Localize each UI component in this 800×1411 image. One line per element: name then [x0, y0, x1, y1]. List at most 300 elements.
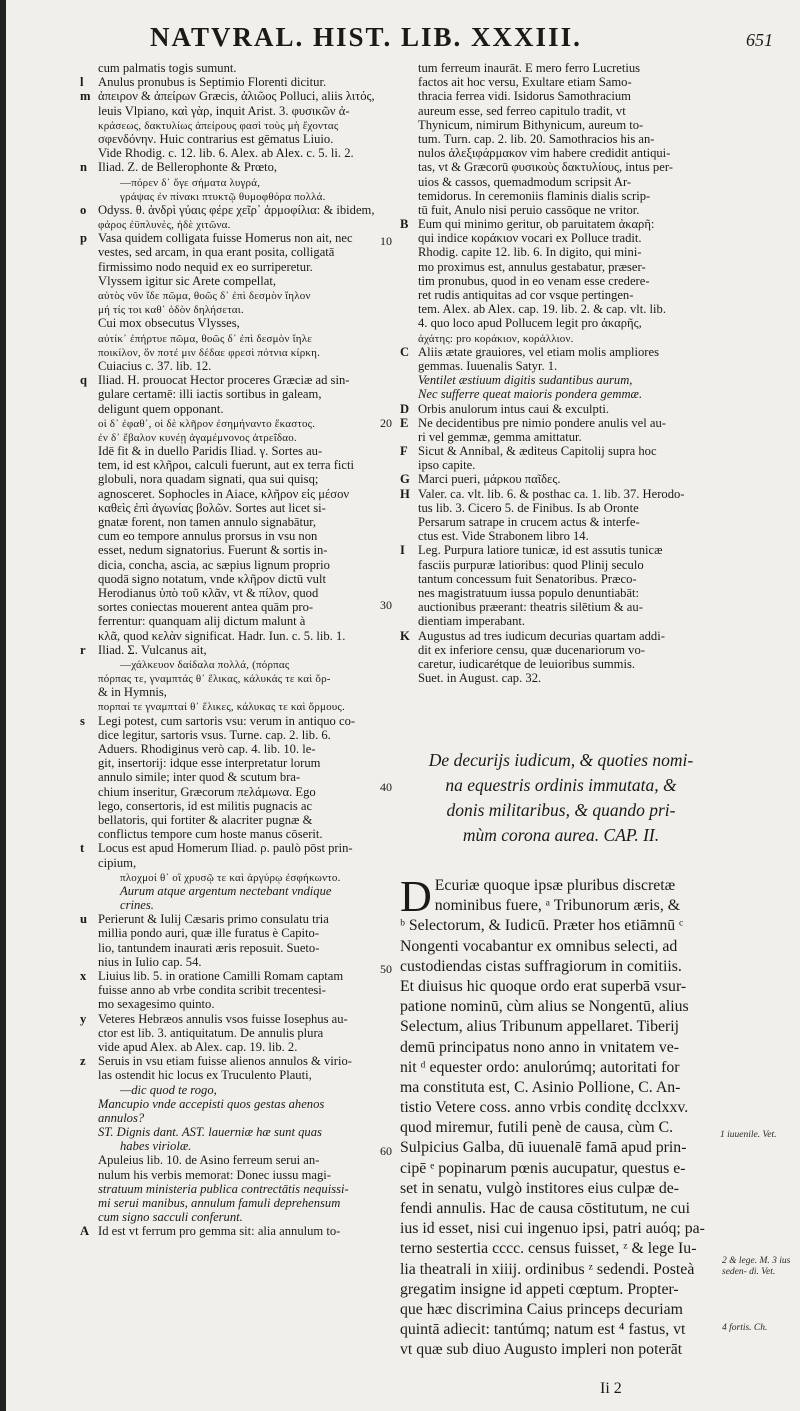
note-key: l [80, 75, 84, 90]
body-line: quintā adiecit: tantúmq; natum est ⁴ fastus, vt [400, 1321, 686, 1339]
note-text: nius in Iulio cap. 54. [98, 954, 202, 969]
body-line: quod miremur, futili penè de causa, cùm C. [400, 1119, 674, 1137]
body-line: cipē ᵉ popinarum pœnis aucupatur, questus e- [400, 1159, 686, 1177]
note-text: cum palmatis togis sumunt. [98, 61, 237, 75]
note-line [400, 629, 720, 643]
note-text: dit ex inferiore censu, quæ ducenariorum vo- [418, 642, 645, 657]
note-line [400, 146, 720, 160]
line-number: 60 [380, 1144, 392, 1158]
body-line: Sulpicius Galba, dū iuuenalē famā apud prin- [400, 1139, 687, 1157]
note-text: πλοχμοί θ᾽ οἳ χρυσῷ τε καὶ ἀργύρῳ ἐσφήκωντο. [120, 871, 341, 884]
body-line: Ecuriæ quoque ipsæ pluribus discretæ [434, 877, 676, 894]
note-line [80, 742, 395, 756]
note-text: γράψας ἐν πίνακι πτυκτῷ θυμοφθόρα πολλά. [120, 190, 326, 203]
note-line [400, 558, 720, 572]
body-line: ma constituta est, C. Asinio Pollione, C. An- [400, 1078, 681, 1096]
note-line [400, 444, 720, 458]
note-text: nulos ἀλεξιφάρμακον vim habere credidit antiqui- [418, 146, 671, 161]
right-notes-column [400, 61, 720, 685]
note-text: Locus est apud Homerum Iliad. ρ. paulò pōst prin- [98, 841, 353, 856]
running-head: NATVRAL. HIST. LIB. XXXIII. [150, 22, 582, 52]
note-line [80, 89, 395, 103]
note-text: Thynicum, nimirum Bithynicum, aureum to- [418, 117, 644, 132]
note-line [80, 260, 395, 274]
note-line [80, 217, 395, 231]
note-line [400, 61, 720, 75]
note-line [80, 203, 395, 217]
note-line [80, 685, 395, 699]
note-key: H [400, 486, 410, 501]
note-text: Mancupio vnde accepisti quos gestas ahenos [98, 1096, 325, 1111]
note-line [80, 1196, 395, 1210]
note-line [400, 331, 720, 345]
note-text: Legi potest, cum sartoris vsu: verum in antiquo co- [98, 713, 356, 728]
note-line [400, 359, 720, 373]
note-text: crines. [120, 898, 154, 913]
note-text: globuli, nora quadam signati, qua sui quisq; [98, 472, 319, 487]
note-line [400, 75, 720, 89]
note-line [80, 785, 395, 799]
note-key: n [80, 160, 88, 175]
note-text: factos ait hoc versu, Exultare etiam Samo- [418, 75, 632, 90]
note-line [80, 870, 395, 884]
note-text: κράσεως, δακτυλίως ἀπείρους φασὶ τοὺς μὴ ἔχοντας [98, 119, 339, 132]
note-text: gnatæ forent, non tamen annulo signabātur, [98, 515, 317, 529]
note-key: C [400, 344, 410, 359]
page-binding-edge [0, 0, 6, 1411]
note-line [80, 572, 395, 586]
note-line [80, 1026, 395, 1040]
note-text: deligunt quem opponant. [98, 401, 224, 416]
note-text: esset, nedum signatorius. Fuerunt & sortis in- [98, 543, 328, 558]
note-line [80, 1224, 395, 1238]
note-line [80, 1139, 395, 1153]
note-line [80, 643, 395, 657]
page-number: 651 [746, 30, 773, 50]
note-line [80, 1083, 395, 1097]
note-text: Idē fit & in duello Paridis Iliad. γ. Sortes au- [98, 444, 323, 459]
note-text: nes magistratuum iussa populo denuntiabāt: [418, 585, 640, 600]
body-line: Nongenti vocabantur ex omnibus selecti, ad [400, 937, 678, 955]
note-line [80, 160, 395, 174]
body-line: gregatim insigne id appeti cœptum. Propter- [400, 1280, 679, 1298]
note-text: κλᾶ, quod κελὰν significat. Hadr. Iun. c. 5. lib. 1. [98, 628, 346, 643]
note-line [80, 813, 395, 827]
note-text: Iliad. H. prouocat Hector proceres Græciæ ad sin- [98, 373, 350, 388]
body-line: set in senatu, vulgò institores eius culpæ de- [400, 1179, 680, 1197]
note-text: Id est vt ferrum pro gemma sit: alia annulum to- [98, 1224, 341, 1239]
note-text: sortes coniectas mouerent antea quām pro- [98, 600, 314, 615]
note-line [80, 941, 395, 955]
margin-note: 2 & lege. M. 3 ius seden- di. Vet. [722, 1256, 791, 1277]
note-text: auctionibus præerant: theatris silētium & au- [418, 600, 643, 615]
note-line [400, 175, 720, 189]
note-text: ferrentur: quanquam alij dictum malunt à [98, 614, 306, 629]
note-line [80, 387, 395, 401]
note-line [80, 146, 395, 160]
note-line [80, 359, 395, 373]
note-text: stratuum ministeria publica contrectātis nequissi- [98, 1181, 349, 1196]
note-line [400, 288, 720, 302]
note-line [400, 529, 720, 543]
note-key: q [80, 373, 88, 388]
note-text: las ostendit hic locus ex Truculento Plauti, [98, 1068, 312, 1083]
note-text: tum. Turn. cap. 2. lib. 20. Samothracios his an- [418, 131, 655, 146]
note-line [80, 629, 395, 643]
note-line [80, 1125, 395, 1139]
note-line [80, 983, 395, 997]
note-text: vestes, sed arcam, in qua erant posita, colligatā [98, 245, 335, 260]
note-line [400, 600, 720, 614]
note-key: u [80, 912, 88, 927]
note-line [80, 75, 395, 89]
note-text: Liuius lib. 5. in oratione Camilli Romam captam [98, 969, 344, 983]
note-text: σφενδόνην. Huic contrarius est gēmatus Liuio. [98, 131, 334, 146]
note-text: ipso capite. [418, 458, 476, 473]
signature-mark: Ii 2 [600, 1380, 622, 1397]
note-line [80, 770, 395, 784]
note-text: αὐτὸς νῦν ἴδε πῶμα, θοῶς δ᾽ ἐπὶ δεσμὸν ἴηλον [98, 290, 311, 302]
note-line [80, 274, 395, 288]
note-line [80, 104, 395, 118]
note-text: Persarum satrape in crucem actus & interfe- [418, 515, 640, 529]
note-text: cipium, [98, 855, 137, 870]
note-text: Rhodig. capite 12. lib. 6. In digito, qui mini- [418, 245, 642, 260]
note-text: git, insertorij: idque esse interpretatur lorum [98, 756, 321, 771]
note-text: Nec sufferre queat maioris pondera gemmæ. [418, 387, 643, 402]
note-key: z [80, 1054, 86, 1069]
note-text: Ventilet æstiuum digitis sudantibus aurum, [418, 373, 633, 388]
note-line [400, 373, 720, 387]
note-text: —dic quod te rogo, [120, 1082, 217, 1097]
note-line [80, 699, 395, 713]
note-text: tum ferreum inaurāt. E mero ferro Lucretius [418, 61, 641, 75]
note-key: p [80, 231, 88, 246]
note-line [400, 643, 720, 657]
note-text: Vlyssem igitur sic Arete compellat, [98, 273, 277, 288]
note-text: Sicut & Annibal, & æditeus Capitolij supra hoc [418, 444, 657, 459]
note-line [80, 472, 395, 486]
note-line [400, 657, 720, 671]
note-line [80, 926, 395, 940]
line-number: 50 [380, 962, 392, 976]
note-text: ri vel gemmæ, gemma amittatur. [418, 429, 582, 444]
note-line [400, 586, 720, 600]
note-line [400, 118, 720, 132]
note-line [80, 912, 395, 926]
note-text: dientiam imperabant. [418, 614, 526, 629]
drop-cap: D [400, 872, 432, 921]
note-key: A [80, 1224, 90, 1239]
note-key: y [80, 1011, 87, 1026]
note-line [80, 231, 395, 245]
note-line [400, 671, 720, 685]
note-text: gemmas. Iuuenalis Satyr. 1. [418, 358, 558, 373]
note-text: tus lib. 3. Cicero 5. de Finibus. Is ab Oronte [418, 500, 639, 515]
line-number: 20 [380, 416, 392, 430]
note-text: & in Hymnis, [98, 685, 167, 700]
note-text: Cui mox obsecutus Vlysses, [98, 316, 240, 331]
note-line [80, 501, 395, 515]
note-text: Herodianus ὑπὸ τοῦ κλᾶν, vt & πίλον, quod [98, 585, 319, 600]
body-line: ius id esset, nisi cui ingenuo ipsi, patri auóq; pa- [400, 1220, 705, 1238]
note-line [80, 955, 395, 969]
note-text: tim pronubus, quod in eo venam esse credere- [418, 273, 650, 288]
note-text: dicia, concha, ascia, ac sæpius lignum proprio [98, 557, 330, 572]
note-line [80, 175, 395, 189]
note-line [400, 543, 720, 557]
note-line [80, 1068, 395, 1082]
note-key: o [80, 202, 87, 217]
chapter-body-text [400, 872, 712, 1361]
note-line [400, 458, 720, 472]
note-text: ST. Dignis dant. AST. lauerniæ hæ sunt quas [98, 1125, 322, 1140]
chapter-heading-line: donis militaribus, & quando pri- [446, 800, 676, 820]
note-text: ἐν δ᾽ ἔβαλον κυνέῃ ἀγαμέμνονος ἀτρεΐδαο. [98, 431, 297, 444]
note-text: Augustus ad tres iudicum decurias quartam addi- [418, 628, 665, 643]
note-key: m [80, 89, 91, 104]
note-line [400, 203, 720, 217]
note-line [80, 543, 395, 557]
note-key: D [400, 401, 410, 416]
note-text: firmissimo nodo nequid ex eo surriperetur. [98, 259, 313, 274]
note-text: Vide Rhodig. c. 12. lib. 6. Alex. ab Alex. c. 5. li. 2. [98, 146, 354, 161]
note-line [80, 586, 395, 600]
note-text: temidorus. In ceremoniis flaminis dialis scrip- [418, 188, 651, 203]
note-line [80, 997, 395, 1011]
note-text: tem. Alex. ab Alex. cap. 19. lib. 2. & cap. vlt. lib. [418, 302, 666, 317]
note-text: Cuiacius c. 37. lib. 12. [98, 358, 212, 373]
note-text: aureum esse, sed ferreo capitulo tradit, vt [418, 103, 626, 118]
note-line [80, 430, 395, 444]
note-line [400, 430, 720, 444]
body-line: demū principatus nono anno in vnitatem ve- [400, 1038, 680, 1056]
note-text: φάρος ἐϋπλυνὲς, ἠδὲ χιτῶνα. [98, 219, 231, 232]
note-line [80, 657, 395, 671]
note-text: μή τίς τοι καθ᾽ ὁδὸν δηλήσεται. [98, 304, 244, 317]
line-number: 40 [380, 780, 392, 794]
note-line [80, 756, 395, 770]
note-text: ποικίλον, ὅν ποτέ μιν δέδαε φρεσὶ πότνια κίρκη. [98, 346, 321, 359]
body-line: terno sestertia cccc. census fuisset, ᶻ & lege Iu- [400, 1240, 697, 1258]
note-line [80, 373, 395, 387]
note-text: Aliis ætate grauiores, vel etiam molis ampliores [418, 344, 659, 359]
note-key: B [400, 217, 409, 232]
note-line [80, 799, 395, 813]
note-text: fuisse anno ab vrbe condita scribit trecentesi- [98, 983, 327, 998]
left-notes-column [80, 61, 395, 1239]
note-text: annulo simile; inter quod & scutum bra- [98, 770, 301, 785]
note-line [80, 458, 395, 472]
body-line: Et diuisus hic quoque ordo erat superbā vsur- [400, 977, 687, 995]
note-text: caretur, iudicarétque de leuioribus summis. [418, 656, 636, 671]
note-text: mo sexagesimo quinto. [98, 997, 215, 1012]
note-line [80, 302, 395, 316]
note-key: K [400, 628, 410, 643]
note-line [80, 856, 395, 870]
chapter-heading-line: mùm corona aurea. CAP. II. [462, 825, 660, 845]
note-line [80, 969, 395, 983]
note-text: lio, tantundem inaurati æris reposuit. Sueto- [98, 940, 320, 955]
note-text: Marci pueri, μάρκου παῖδες. [418, 472, 561, 487]
note-line [400, 501, 720, 515]
note-key: s [80, 713, 85, 728]
note-text: Iliad. Σ. Vulcanus ait, [98, 642, 207, 657]
note-line [400, 472, 720, 486]
body-line: vt quæ sub diuo Augusto impleri non poterāt [400, 1341, 683, 1359]
note-line [400, 89, 720, 103]
note-line [80, 1111, 395, 1125]
chapter-heading-line: na equestris ordinis immutata, & [445, 775, 677, 795]
note-line [80, 444, 395, 458]
note-text: qui indice κοράκιον vocari ex Polluce tradit. [418, 231, 642, 246]
body-line: fendi annulis. Hac de causa cōstitutum, ne cui [400, 1200, 690, 1217]
note-line [80, 132, 395, 146]
note-text: uios & cassos, quemadmodum scripsit Ar- [418, 174, 632, 189]
note-text: lego, consertoris, id est militis pugnacis ac [98, 798, 313, 813]
note-text: mo proximus est, annulus gestabatur, præser- [418, 259, 646, 274]
note-line [400, 572, 720, 586]
note-key: F [400, 444, 408, 459]
note-line [80, 1097, 395, 1111]
body-line: tistio Vetere coss. anno vrbis conditę dcclxxv. [400, 1099, 689, 1117]
note-line [400, 260, 720, 274]
note-text: ctor est lib. 3. antiquitatum. De annulis plura [98, 1025, 324, 1040]
note-text: mi serui manibus, annulum famuli deprehensum [98, 1196, 341, 1210]
note-line [80, 1182, 395, 1196]
note-text: tas, vt & Græcorū φυσικοὺς δακτυλίους, intus per- [418, 160, 673, 175]
body-line: Selectum, alius Tribunum appellaret. Tiberij [400, 1018, 680, 1036]
note-text: Odyss. θ. ἀνδρὶ γύαις φέρε χεῖρ᾽ ἀρμοφίλια: & ibidem, [98, 202, 375, 217]
note-text: dice legitur, sartoris vsus. Turne. cap. 2. lib. 6. [98, 727, 331, 742]
note-text: Vasa quidem colligata fuisse Homerus non ait, nec [98, 231, 353, 246]
note-line [80, 558, 395, 572]
note-text: οἱ δ᾽ ἐφαθ᾽, οἱ δὲ κλῆρον ἐσημήναντο ἕκαστος. [98, 417, 316, 430]
note-line [80, 1153, 395, 1167]
note-line [80, 884, 395, 898]
note-line [400, 345, 720, 359]
body-line: nit ᵈ equester ordo: anulorúmq; autoritati for [400, 1058, 680, 1076]
note-text: millia pondo auri, quæ ille furatus è Capito- [98, 926, 320, 941]
body-line: nominibus fuere, ᵃ Tribunorum æris, & [434, 897, 681, 915]
note-text: tem, id est κλῆροι, calculi fuerunt, aut ex terra ficti [98, 458, 355, 473]
note-text: tantum concessum fuit Senatoribus. Præco- [418, 571, 637, 586]
note-line [80, 1168, 395, 1182]
note-text: Apuleius lib. 10. de Asino ferreum serui an- [98, 1153, 320, 1168]
line-number: 30 [380, 598, 392, 612]
note-key: I [400, 543, 405, 558]
note-text: vide apud Alex. ab Alex. cap. 19. lib. 2. [98, 1039, 298, 1054]
body-line: lia theatrali in xiiij. ordinibus ᶻ sedendi. Posteà [400, 1260, 695, 1278]
note-text: Seruis in vsu etiam fuisse alienos annulos & virio- [98, 1054, 352, 1069]
note-text: annulos? [98, 1110, 145, 1125]
note-line [80, 1012, 395, 1026]
note-line [400, 132, 720, 146]
note-text: ctus est. Vide Strabonem libro 14. [418, 529, 589, 544]
note-text: fasciis purpuræ latioribus: quod Plinij seculo [418, 557, 644, 572]
body-line: que hæc discrimina Caius princeps decuriam [400, 1300, 683, 1318]
note-text: πορπαί τε γναμπταί θ᾽ ἕλικες, κάλυκας τε καὶ ὅρμους. [98, 701, 345, 714]
note-text: Leg. Purpura latiore tunicæ, id est assutis tunicæ [418, 543, 663, 558]
note-line [80, 714, 395, 728]
note-line [80, 345, 395, 359]
note-text: conflictus tempore cum hoste manus cōserit. [98, 827, 323, 842]
margin-note: 4 fortis. Ch. [722, 1323, 768, 1333]
note-line [80, 416, 395, 430]
note-text: habes viriolæ. [120, 1139, 192, 1154]
body-line: patione nominū, cùm alius se Nongentū, alius [400, 998, 689, 1016]
note-line [400, 416, 720, 430]
note-text: nulum his verbis memorat: Donec iussu magi- [98, 1167, 331, 1182]
note-line [80, 1054, 395, 1068]
note-line [80, 316, 395, 330]
note-text: cum eo tempore annulus prorsus in vsu non [98, 529, 318, 544]
note-key: E [400, 415, 409, 430]
note-text: ἀχάτης: pro κοράκιον, κοράλλιον. [418, 332, 574, 345]
note-text: καθεὶς ἐπὶ ἀγωνίας βολῶν. Sortes aut licet si- [98, 500, 326, 515]
note-key: t [80, 841, 85, 856]
note-line [400, 245, 720, 259]
note-line [400, 302, 720, 316]
note-text: agnosceret. Sophocles in Aiace, κλῆρον εἰς μέσον [98, 486, 350, 501]
note-key: G [400, 472, 410, 487]
note-text: αὐτίκ᾽ ἐπήρτυε πῶμα, θοῶς δ᾽ ἐπὶ δεσμὸν ἴηλε [98, 332, 313, 345]
chapter-heading [405, 748, 717, 848]
note-text: 4. quo loco apud Pollucem legit pro ἀκαρῆς, [418, 316, 642, 331]
note-line [80, 827, 395, 841]
note-text: Valer. ca. vlt. lib. 6. & posthac ca. 1. lib. 37. Herodo- [418, 486, 685, 501]
note-text: thracia ferrea vidi. Isidorus Samothracium [418, 89, 631, 104]
note-line [80, 841, 395, 855]
note-text: Aduers. Rhodiginus verò cap. 4. lib. 10. le- [98, 742, 316, 756]
note-text: tū fuit, Anulo nisi peruio cassōque ne vritor. [418, 202, 640, 217]
note-text: Eum qui minimo geritur, ob paruitatem ἀκαρῆ: [418, 217, 655, 232]
note-line [80, 529, 395, 543]
note-line [400, 104, 720, 118]
note-line [80, 189, 395, 203]
note-line [80, 614, 395, 628]
note-line [80, 600, 395, 614]
note-line [80, 118, 395, 132]
note-text: Ne decidentibus pre nimio pondere anulis vel au- [418, 415, 666, 430]
note-text: πόρπας τε, γναμπτάς θ᾽ ἕλικας, κάλυκάς τε καὶ ὅρ- [98, 673, 331, 686]
note-text: cum signo sacculi conferunt. [98, 1210, 243, 1225]
note-key: r [80, 642, 86, 657]
note-text: Suet. in August. cap. 32. [418, 671, 542, 686]
note-line [400, 515, 720, 529]
note-line [400, 387, 720, 401]
note-text: leuis Vlpiano, καὶ γὰρ, inquit Arist. 3. φυσικῶν ἀ- [98, 103, 350, 118]
note-text: ἀπειρον & ἀπείρων Græcis, ἀλιῶος Polluci, aliis λιτός, [98, 89, 375, 104]
note-line [400, 316, 720, 330]
note-text: bellatoris, qui fortiter & alacriter pugnæ & [98, 812, 313, 827]
note-line [80, 515, 395, 529]
chapter-heading-line: De decurijs iudicum, & quoties nomi- [428, 750, 694, 770]
body-line: custodiendas cistas suffragiorum in comitiis. [400, 957, 682, 975]
note-text: Anulus pronubus is Septimio Florenti dicitur. [98, 75, 327, 90]
note-text: —πόρεν δ᾽ ὅγε σήματα λυγρά, [120, 176, 261, 189]
note-text: Veteres Hebræos annulis vsos fuisse Iosephus au- [98, 1011, 348, 1026]
note-line [80, 487, 395, 501]
note-text: gulare certamē: illi iactis sortibus in galeam, [98, 387, 322, 402]
note-line [400, 231, 720, 245]
note-line [400, 160, 720, 174]
note-text: chium inseritur, Græcorum πελάμωνα. Ego [98, 784, 316, 799]
note-line [80, 1210, 395, 1224]
note-line [80, 671, 395, 685]
note-line [400, 487, 720, 501]
note-text: Orbis anulorum intus caui & exculpti. [418, 401, 609, 416]
